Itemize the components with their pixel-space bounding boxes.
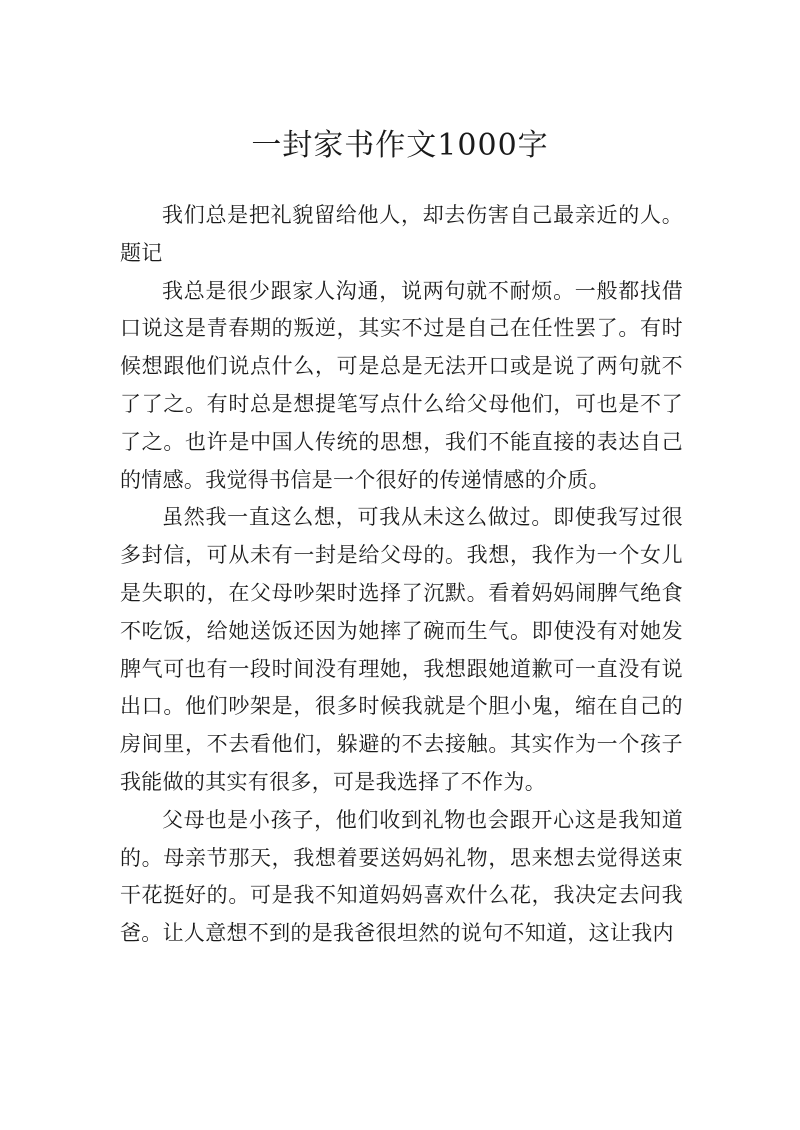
- document-body: [120, 197, 683, 953]
- paragraph-mothers-day: 父母也是小孩子，他们收到礼物也会跟开心这是我知道的。母亲节那天，我想着要送妈妈礼物，思来想去觉得送束干花挺好的。可是我不知道妈妈喜欢什么花，我决定去问我爸。让人意想不到的是我爸很坦然的说句不知道，这让我内: [120, 807, 683, 946]
- document-title: 一封家书作文1000字: [251, 128, 549, 163]
- paragraph-communication: 我总是很少跟家人沟通，说两句就不耐烦。一般都找借口说这是青春期的叛逆，其实不过是自己在任性罢了。有时候想跟他们说点什么，可是总是无法开口或是说了两句就不了了之。有时总是想提笔写点什么给父母他们，可也是不了了之。也许是中国人传统的思想，我们不能直接的表达自己的情感。我觉得书信是一个很好的传递情感的介质。: [120, 278, 683, 492]
- paragraph-epigraph: 我们总是把礼貌留给他人，却去伤害自己最亲近的人。题记: [120, 203, 683, 265]
- paragraph-never-wrote: 虽然我一直这么想，可我从未这么做过。即使我写过很多封信，可从未有一封是给父母的。我想，我作为一个女儿是失职的，在父母吵架时选择了沉默。看着妈妈闹脾气绝食不吃饭，给她送饭还因为她摔了碗而生气。即使没有对她发脾气可也有一段时间没有理她，我想跟她道歉可一直没有说出口。他们吵架是，很多时候我就是个胆小鬼，缩在自己的房间里，不去看他们，躲避的不去接触。其实作为一个孩子我能做的其实有很多，可是我选择了不作为。: [120, 505, 683, 794]
